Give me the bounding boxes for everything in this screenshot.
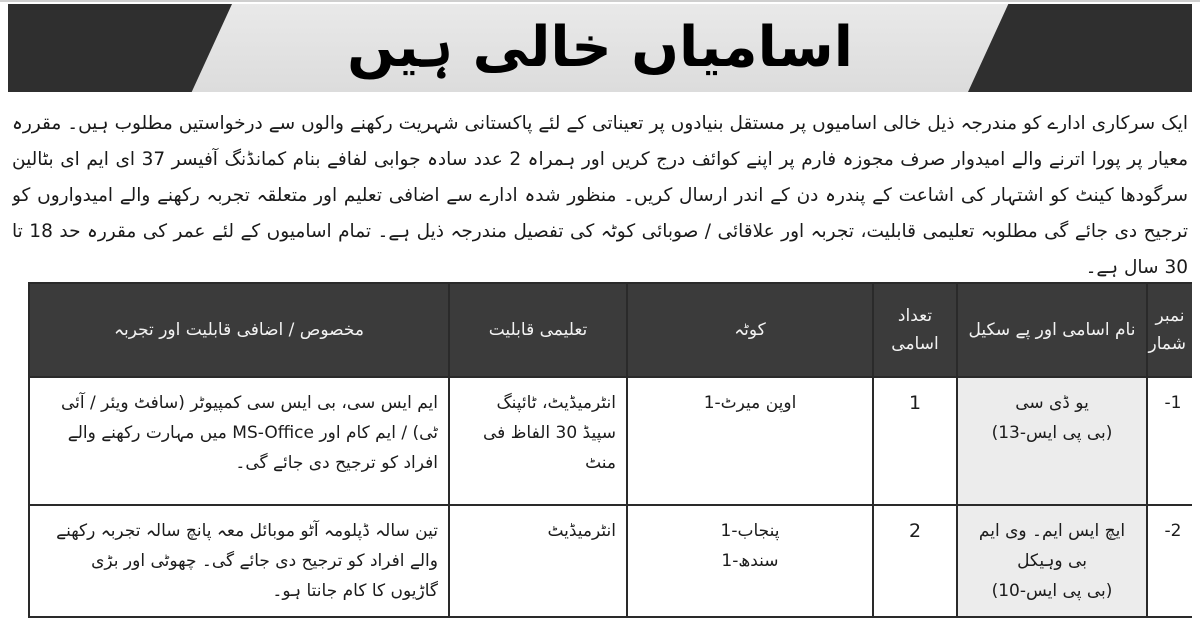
- row-extra: ایم ایس سی، بی ایس سی کمپیوٹر (سافٹ ویئر / آئی ٹی) / ایم کام اور MS-Office میں مہارت رکھنے والے افراد کو ترجیح دی جائے گی۔: [29, 377, 449, 505]
- row-quota: [627, 505, 873, 617]
- header-extra: مخصوص / اضافی قابلیت اور تجربہ: [29, 283, 449, 377]
- row-serial: -1: [1147, 377, 1192, 505]
- row-qualification: انٹرمیڈیٹ: [449, 505, 627, 617]
- row-serial: -2: [1147, 505, 1192, 617]
- table-header-row: [29, 283, 1192, 377]
- header-banner: [8, 4, 1192, 92]
- row-count: 2: [873, 505, 957, 617]
- post-name: یو ڈی سی: [1015, 393, 1089, 413]
- row-post: [957, 505, 1147, 617]
- page-title: اسامیاں خالی ہیں: [347, 15, 853, 80]
- header-serial: نمبر شمار: [1147, 283, 1192, 377]
- header-quota: کوٹہ: [627, 283, 873, 377]
- post-name: ایچ ایس ایم۔ وی ایم بی وہیکل: [978, 521, 1126, 571]
- vacancy-table-container: [28, 282, 1192, 628]
- table-row: [29, 505, 1192, 617]
- header-qualification: تعلیمی قابلیت: [449, 283, 627, 377]
- post-scale: (بی پی ایس-10): [991, 581, 1113, 601]
- header-count: تعداد اسامی: [873, 283, 957, 377]
- intro-paragraph: ایک سرکاری ادارے کو مندرجہ ذیل خالی اسامیوں پر مستقل بنیادوں پر تعیناتی کے لئے پاکستانی شہریت رکھنے والوں سے درخواستیں مطلوب ہیں۔ مقررہ معیار پر پورا اترنے والے امیدوار صرف مجوزہ فارم پر اپنے کوائف درج کریں اور ہمراہ 2 عدد سادہ جوابی لفافے بنام کمانڈنگ آفیسر 37 ای ایم ای بٹالین سرگودھا کینٹ کو اشتہار کی اشاعت کے پندرہ دن کے اندر ارسال کریں۔ منظور شدہ ادارے سے اضافی تعلیم اور متعلقہ تجربہ رکھنے والے امیدواروں کو ترجیح دی جائے گی مطلوبہ تعلیمی قابلیت، تجربہ اور علاقائی / صوبائی کوٹہ کی تفصیل مندرجہ ذیل ہے۔ تمام اسامیوں کے لئے عمر کی مقررہ حد 18 تا 30 سال ہے۔: [12, 113, 1188, 278]
- top-border: [0, 0, 1200, 2]
- row-count: 1: [873, 377, 957, 505]
- header-post: نام اسامی اور پے سکیل: [957, 283, 1147, 377]
- row-extra: تین سالہ ڈپلومہ آٹو موبائل معہ پانچ سالہ تجربہ رکھنے والے افراد کو ترجیح دی جائے گی۔ چھوٹی اور بڑی گاڑیوں کا کام جانتا ہو۔: [29, 505, 449, 617]
- row-quota: [627, 377, 873, 505]
- quota-line: پنجاب-1: [720, 521, 780, 541]
- table-row: [29, 377, 1192, 505]
- vacancy-table: [28, 282, 1192, 618]
- row-qualification: انٹرمیڈیٹ، ٹائپنگ سپیڈ 30 الفاظ فی منٹ: [449, 377, 627, 505]
- quota-line: سندھ-1: [721, 551, 779, 571]
- row-post: [957, 377, 1147, 505]
- quota-line: اوپن میرٹ-1: [703, 393, 797, 413]
- post-scale: (بی پی ایس-13): [991, 423, 1113, 443]
